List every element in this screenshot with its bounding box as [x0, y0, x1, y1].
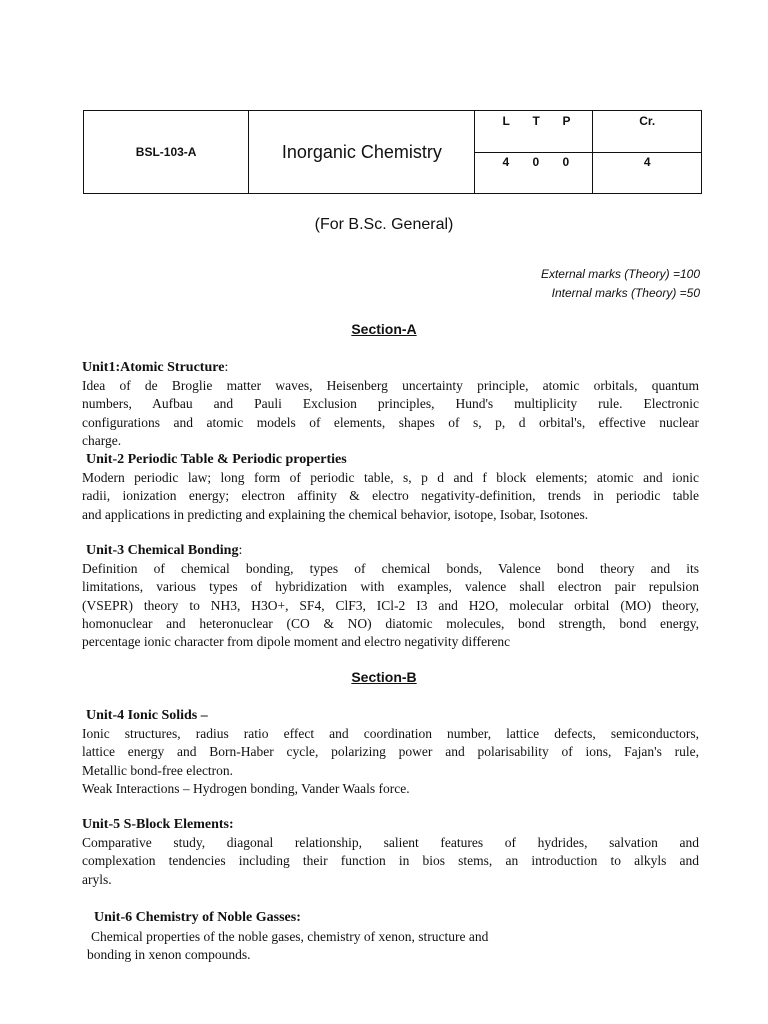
unit-1-title: Unit1:Atomic Structure [82, 360, 225, 375]
unit-4-body [82, 725, 699, 780]
unit-2-line: radii, ionization energy; electron affinity & electro negativity-definition, trends in periodic table [82, 488, 699, 504]
unit-1-body [82, 377, 699, 450]
unit-2-line: Modern periodic law; long form of periodic table, s, p d and f block elements; atomic and ionic [82, 470, 699, 485]
unit-3-line: percentage ionic character from dipole moment and electro negativity differenc [82, 634, 511, 650]
ltp-label-l: L [502, 114, 510, 128]
unit-4-line: Metallic bond-free electron. [82, 762, 234, 778]
unit-1-heading [82, 359, 228, 377]
unit-1-line: numbers, Aufbau and Pauli Exclusion principles, Hund's multiplicity rule. Electronic [82, 396, 699, 412]
unit-3-line: homonuclear and heteronuclear (CO & NO) diatomic molecules, bond strength, bond energy, [82, 615, 699, 631]
unit-1-line: charge. [82, 432, 122, 448]
unit-6-line-1: Chemical properties of the noble gases, chemistry of xenon, structure and [91, 929, 489, 944]
credit-label: Cr. [593, 111, 702, 153]
unit-3-line: (VSEPR) theory to NH3, H3O+, SF4, ClF3, ICl-2 I3 and H2O, molecular orbital (MO) theory, [82, 597, 699, 613]
ltp-value-p: 0 [562, 155, 570, 169]
unit-2-body [82, 469, 699, 524]
ltp-labels [475, 111, 593, 153]
unit-5-body [82, 834, 699, 889]
unit-3-body [82, 560, 699, 651]
unit-1-line: configurations and atomic models of elements, shapes of s, p, d orbital's, effective nuclear [82, 414, 699, 430]
unit-4-line: lattice energy and Born-Haber cycle, polarizing power and polarisability of ions, Fajan's rule, [82, 744, 699, 760]
external-marks: External marks (Theory) =100 [540, 267, 700, 281]
course-code: BSL-103-A [84, 111, 249, 194]
unit-2-heading: Unit-2 Periodic Table & Periodic properties [86, 452, 347, 467]
unit-3-line: limitations, various types of hybridization with examples, valence shall electron pair repulsion [82, 579, 699, 595]
unit-5-line: complexation tendencies including their function in bios stems, an introduction to alkyls and [82, 853, 699, 869]
unit-3-colon: : [238, 543, 243, 558]
unit-5-line: aryls. [82, 871, 112, 887]
credit-value: 4 [593, 153, 702, 194]
internal-marks: Internal marks (Theory) =50 [551, 286, 700, 300]
unit-6-heading: Unit-6 Chemistry of Noble Gasses: [94, 910, 301, 925]
ltp-value-l: 4 [502, 155, 510, 169]
ltp-label-p: P [562, 114, 571, 128]
unit-6-line-2: bonding in xenon compounds. [87, 947, 251, 962]
ltp-value-t: 0 [532, 155, 540, 169]
course-subtitle: (For B.Sc. General) [314, 216, 454, 233]
ltp-label-t: T [532, 114, 540, 128]
unit-3-heading [86, 542, 242, 560]
unit-5-heading: Unit-5 S-Block Elements: [82, 817, 234, 832]
unit-1-colon: : [224, 360, 229, 375]
unit-5-line: Comparative study, diagonal relationship, salient features of hydrides, salvation and [82, 835, 699, 850]
unit-4-heading: Unit-4 Ionic Solids – [86, 708, 208, 723]
unit-3-title: Unit-3 Chemical Bonding [86, 543, 239, 558]
section-b-heading: Section-B [351, 669, 417, 685]
course-title: Inorganic Chemistry [249, 111, 475, 194]
unit-3-line: Definition of chemical bonding, types of chemical bonds, Valence bond theory and its [82, 561, 699, 576]
unit-2-line: and applications in predicting and explaining the chemical behavior, isotope, Isobar, Isotones. [82, 506, 589, 522]
section-a-heading: Section-A [351, 321, 417, 337]
unit-4-line: Ionic structures, radius ratio effect and coordination number, lattice defects, semiconductors, [82, 726, 699, 741]
unit-1-line: Idea of de Broglie matter waves, Heisenberg uncertainty principle, atomic orbitals, quantum [82, 378, 699, 393]
unit-4-weak-interactions: Weak Interactions – Hydrogen bonding, Vander Waals force. [82, 781, 410, 796]
course-header-table [83, 110, 702, 194]
ltp-values [475, 153, 593, 194]
